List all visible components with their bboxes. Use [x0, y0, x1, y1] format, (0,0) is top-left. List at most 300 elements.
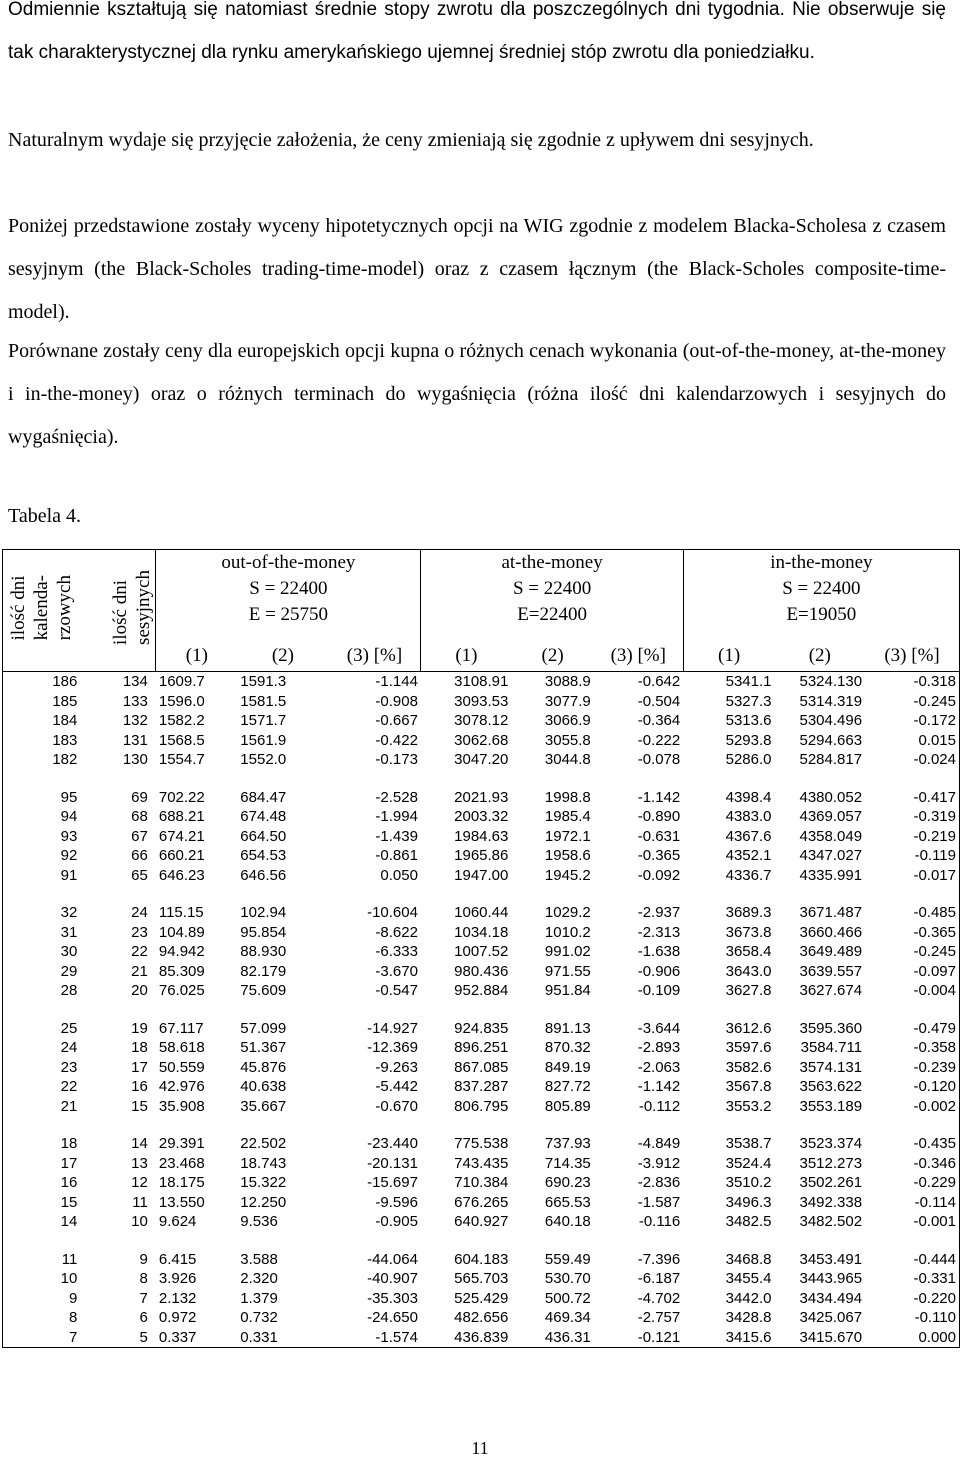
table-cell: 688.21: [158, 808, 205, 825]
table-cell: 75.609: [240, 982, 287, 999]
table-cell: -0.109: [637, 982, 681, 999]
table-cell: 3455.4: [725, 1270, 772, 1287]
table-cell: 4398.4: [725, 788, 772, 806]
group-in-the-money: [683, 550, 959, 641]
table-cell: -0.024: [865, 750, 959, 770]
table-cell: -4.702: [637, 1289, 681, 1307]
block-spacer: [3, 770, 960, 788]
table-cell: 849.19: [544, 1058, 591, 1076]
subheader-col: (3) [%]: [865, 640, 959, 671]
table-cell: 3597.6: [725, 1039, 772, 1056]
table-cell: 3415.670: [775, 1328, 866, 1348]
table-row: [3, 1308, 960, 1328]
table-cell: 22.502: [240, 1135, 287, 1152]
table-cell: 12.250: [240, 1193, 287, 1211]
table-cell: 743.435: [454, 1154, 509, 1172]
cell-trading-days: 12: [131, 1174, 148, 1191]
paragraph-weekday-returns: Odmiennie kształtują się natomiast średnie stopy zwrotu dla poszczególnych dni tygodnia. Nie obserwuje się tak charakterystycznej dla rynku amerykańskiego ujemnej średniej stóp zwrotu dla poniedziałku.: [8, 0, 946, 63]
cell-calendar-days: 94: [3, 807, 84, 827]
table-row: [3, 1212, 960, 1232]
cell-trading-days: 133: [122, 692, 148, 710]
table-cell: 35.667: [240, 1097, 287, 1115]
table-cell: 13.550: [158, 1193, 205, 1211]
table-cell: 805.89: [544, 1097, 591, 1115]
table-caption: Tabela 4.: [8, 505, 82, 527]
table-row: [3, 788, 960, 808]
header-calendar-days: [3, 550, 84, 672]
cell-trading-days: 66: [131, 847, 148, 864]
table-cell: 1561.9: [240, 731, 287, 749]
cell-calendar-days: 31: [3, 923, 84, 943]
table-cell: 4335.991: [799, 866, 863, 884]
table-cell: 1552.0: [240, 751, 287, 768]
header-trading-days: [83, 550, 156, 672]
table-cell: 9.536: [240, 1213, 278, 1230]
table-cell: -23.440: [367, 1135, 418, 1152]
cell-trading-days: 69: [131, 788, 148, 806]
table-row: [3, 1097, 960, 1117]
group-at-the-money: [421, 550, 683, 641]
table-cell: 2021.93: [454, 788, 509, 806]
block-spacer: [3, 1116, 960, 1134]
cell-trading-days: 11: [132, 1193, 148, 1211]
table-cell: -1.638: [637, 943, 681, 960]
table-cell: -0.002: [865, 1097, 959, 1117]
table-row: [3, 750, 960, 770]
table-cell: 3595.360: [799, 1019, 863, 1037]
table-cell: 29.391: [158, 1135, 205, 1152]
table-cell: -6.187: [637, 1270, 681, 1287]
table-cell: 525.429: [454, 1289, 509, 1307]
table-row: [3, 1269, 960, 1289]
table-cell: 3582.6: [725, 1058, 772, 1076]
table-cell: -4.849: [637, 1135, 681, 1152]
table-cell: 88.930: [240, 943, 287, 960]
table-cell: 3482.5: [725, 1213, 772, 1230]
table-cell: -0.245: [865, 942, 959, 962]
table-cell: -1.994: [375, 808, 418, 825]
table-cell: 3689.3: [725, 904, 772, 921]
cell-trading-days: 15: [131, 1097, 148, 1115]
table-cell: 5341.1: [683, 672, 774, 692]
table-cell: 646.23: [158, 866, 205, 884]
table-cell: -0.119: [865, 846, 959, 866]
table-cell: 3563.622: [799, 1078, 863, 1095]
cell-calendar-days: 184: [3, 711, 84, 731]
subheader-col: (2): [271, 644, 294, 666]
table-cell: -0.906: [637, 962, 681, 980]
table-cell: 3496.3: [725, 1193, 772, 1211]
subheader-col: (3) [%]: [610, 644, 666, 666]
table-cell: 1581.5: [240, 692, 287, 710]
table-cell: 3512.273: [799, 1154, 863, 1172]
table-cell: -0.479: [865, 1019, 959, 1039]
cell-calendar-days: 186: [3, 672, 84, 692]
table-cell: 5324.130: [775, 672, 866, 692]
table-cell: 2.320: [240, 1270, 278, 1287]
cell-calendar-days: 16: [3, 1173, 84, 1193]
table-row: [3, 1193, 960, 1213]
table-cell: -1.144: [329, 672, 421, 692]
table-cell: 5304.496: [799, 712, 863, 729]
table-cell: 4367.6: [725, 827, 772, 845]
table-cell: 50.559: [158, 1058, 205, 1076]
table-cell: -9.263: [375, 1058, 418, 1076]
table-cell: -5.442: [375, 1078, 418, 1095]
table-cell: 58.618: [158, 1039, 205, 1056]
paragraph-comparison: Porównane zostały ceny dla europejskich opcji kupna o różnych cenach wykonania (out-of-the-money, at-the-money i in-the-money) oraz o różnych terminach do wygaśnięcia (różna ilość dni kalendarzowych i sesyjnych do wygaśnięcia).: [8, 340, 946, 448]
table-cell: 45.876: [240, 1058, 287, 1076]
table-cell: 951.84: [544, 982, 591, 999]
table-row: [3, 1038, 960, 1058]
table-cell: 3510.2: [725, 1174, 772, 1191]
table-cell: 1609.7: [156, 672, 237, 692]
table-row: [3, 1134, 960, 1154]
table-cell: 3612.6: [725, 1019, 772, 1037]
cell-trading-days: 19: [131, 1019, 148, 1037]
table-cell: -0.905: [375, 1213, 418, 1230]
table-cell: 559.49: [544, 1250, 591, 1268]
table-cell: -0.001: [865, 1212, 959, 1232]
table-cell: 1010.2: [544, 923, 591, 941]
cell-trading-days: 8: [139, 1270, 148, 1287]
option-price-table: [2, 549, 960, 1348]
cell-calendar-days: 18: [3, 1134, 84, 1154]
table-cell: 35.908: [158, 1097, 205, 1115]
table-cell: 104.89: [158, 923, 205, 941]
table-cell: 654.53: [240, 847, 287, 864]
header-calendar-days-label: ilość dni kalenda- rzowych: [8, 574, 75, 641]
cell-trading-days: 17: [131, 1058, 148, 1076]
table-cell: 3.588: [240, 1250, 278, 1268]
table-row: [3, 672, 960, 692]
table-cell: 5314.319: [799, 692, 863, 710]
table-cell: 3538.7: [725, 1135, 772, 1152]
table-cell: 3088.9: [511, 672, 593, 692]
table-cell: 469.34: [544, 1309, 591, 1326]
cell-calendar-days: 32: [3, 903, 84, 923]
table-row: [3, 1077, 960, 1097]
table-cell: 94.942: [158, 943, 205, 960]
table-row: [3, 711, 960, 731]
table-cell: 3649.489: [799, 943, 863, 960]
table-cell: -0.120: [865, 1077, 959, 1097]
table-cell: 9.624: [158, 1213, 197, 1230]
table-cell: -0.173: [375, 751, 418, 768]
table-cell: -0.667: [375, 712, 418, 729]
table-cell: 640.18: [544, 1213, 591, 1230]
table-cell: -1.142: [637, 1078, 681, 1095]
table-cell: -2.893: [637, 1039, 681, 1056]
table-cell: 3047.20: [454, 751, 509, 768]
table-cell: 42.976: [158, 1078, 205, 1095]
table-cell: 1947.00: [454, 866, 509, 884]
table-cell: 0.972: [158, 1309, 197, 1326]
table-cell: -2.528: [375, 788, 418, 806]
table-cell: 1958.6: [544, 847, 591, 864]
table-cell: -0.110: [865, 1308, 959, 1328]
table-cell: 18.175: [158, 1174, 205, 1191]
table-cell: 3643.0: [725, 962, 772, 980]
cell-calendar-days: 24: [3, 1038, 84, 1058]
cell-trading-days: 24: [131, 904, 148, 921]
cell-calendar-days: 25: [3, 1019, 84, 1039]
table-cell: -3.644: [637, 1019, 681, 1037]
table-cell: 3428.8: [725, 1309, 772, 1326]
table-cell: -14.927: [367, 1019, 418, 1037]
table-cell: 867.085: [454, 1058, 509, 1076]
cell-calendar-days: 15: [3, 1193, 84, 1213]
table-cell: 1029.2: [544, 904, 591, 921]
group-out-e: E = 25750: [248, 604, 329, 625]
table-cell: 3078.12: [454, 712, 509, 729]
cell-trading-days: 5: [83, 1328, 156, 1348]
group-out-name: out-of-the-money: [221, 552, 356, 573]
group-at-s: S = 22400: [512, 578, 592, 599]
table-cell: 3443.965: [799, 1270, 863, 1287]
cell-calendar-days: 28: [3, 981, 84, 1001]
table-cell: 3553.2: [725, 1097, 772, 1115]
table-cell: -0.444: [865, 1250, 959, 1270]
table-cell: -0.229: [865, 1173, 959, 1193]
block-spacer: [3, 1001, 960, 1019]
table-cell: 3553.189: [799, 1097, 863, 1115]
table-cell: 0.732: [240, 1309, 278, 1326]
table-cell: 674.21: [158, 827, 205, 845]
table-cell: -0.642: [594, 672, 683, 692]
table-cell: -0.504: [637, 692, 681, 710]
table-cell: 1571.7: [240, 712, 287, 729]
cell-trading-days: 134: [83, 672, 156, 692]
table-cell: 3453.491: [799, 1250, 863, 1268]
table-cell: 482.656: [454, 1309, 509, 1326]
table-cell: 4358.049: [799, 827, 863, 845]
table-cell: 85.309: [158, 962, 205, 980]
cell-trading-days: 6: [139, 1309, 148, 1326]
page-number: 11: [471, 1438, 489, 1458]
group-at-e: E=22400: [517, 604, 588, 625]
table-cell: 3442.0: [725, 1289, 772, 1307]
table-cell: 4383.0: [725, 808, 772, 825]
table-cell: 0.331: [237, 1328, 328, 1348]
cell-trading-days: 13: [131, 1154, 148, 1172]
table-cell: 3502.261: [799, 1174, 863, 1191]
table-cell: -0.222: [637, 731, 681, 749]
table-cell: -2.937: [637, 904, 681, 921]
table-cell: -0.861: [375, 847, 418, 864]
table-cell: 3468.8: [725, 1250, 772, 1268]
table-cell: -8.622: [375, 923, 418, 941]
cell-calendar-days: 93: [3, 827, 84, 847]
table-cell: 775.538: [454, 1135, 509, 1152]
table-cell: 4369.057: [799, 808, 863, 825]
table-cell: 1998.8: [544, 788, 591, 806]
table-cell: -0.112: [638, 1097, 681, 1115]
table-cell: -0.670: [375, 1097, 418, 1115]
table-cell: 3658.4: [725, 943, 772, 960]
table-cell: 684.47: [240, 788, 287, 806]
group-at-name: at-the-money: [501, 552, 603, 573]
table-row: [3, 962, 960, 982]
table-cell: 3044.8: [544, 751, 591, 768]
subheader-col: (2): [808, 644, 831, 666]
group-in-name: in-the-money: [770, 552, 873, 573]
table-cell: -0.346: [865, 1154, 959, 1174]
table-row: [3, 903, 960, 923]
table-cell: -0.908: [375, 692, 418, 710]
table-cell: 15.322: [240, 1174, 287, 1191]
table-cell: -0.890: [637, 808, 681, 825]
table-cell: -0.331: [865, 1269, 959, 1289]
table-cell: 0.337: [156, 1328, 237, 1348]
block-spacer: [3, 885, 960, 903]
table-cell: 530.70: [544, 1270, 591, 1287]
table-cell: 3524.4: [725, 1154, 772, 1172]
table-cell: 3627.674: [799, 982, 863, 999]
table-row: [3, 1058, 960, 1078]
subheader-col: (3) [%]: [346, 644, 403, 666]
table-row: [3, 807, 960, 827]
table-cell: -0.097: [865, 962, 959, 982]
table-cell: -10.604: [367, 904, 418, 921]
cell-calendar-days: 91: [3, 866, 84, 886]
table-cell: -0.116: [638, 1213, 681, 1230]
table-cell: -0.365: [637, 847, 681, 864]
table-cell: -0.114: [865, 1193, 959, 1213]
table-cell: 4336.7: [725, 866, 772, 884]
cell-trading-days: 9: [139, 1250, 148, 1268]
table-cell: 57.099: [240, 1019, 287, 1037]
table-cell: -0.485: [865, 903, 959, 923]
table-cell: -9.596: [375, 1193, 418, 1211]
cell-trading-days: 20: [131, 982, 148, 999]
table-cell: 5293.8: [725, 731, 772, 749]
table-cell: 3523.374: [799, 1135, 863, 1152]
table-cell: 436.31: [511, 1328, 593, 1348]
table-cell: 5294.663: [799, 731, 863, 749]
spacer-cell: [3, 770, 960, 788]
table-cell: 3066.9: [544, 712, 591, 729]
header-trading-days-label: ilość dni sesyjnych: [110, 570, 155, 645]
table-cell: 1591.3: [237, 672, 328, 692]
cell-calendar-days: 22: [3, 1077, 84, 1097]
table-cell: -0.358: [865, 1038, 959, 1058]
table-cell: -1.439: [375, 827, 418, 845]
spacer-cell: [3, 1116, 960, 1134]
table-cell: 82.179: [240, 962, 287, 980]
table-cell: 806.795: [454, 1097, 509, 1115]
table-cell: 3574.131: [799, 1058, 863, 1076]
table-cell: 1568.5: [158, 731, 205, 749]
table-row: [3, 1289, 960, 1309]
cell-trading-days: 65: [131, 866, 148, 884]
group-in-e: E=19050: [786, 604, 857, 625]
table-cell: 710.384: [454, 1174, 509, 1191]
table-cell: 952.884: [454, 982, 509, 999]
table-cell: 3492.338: [799, 1193, 863, 1211]
table-cell: 0.000: [865, 1328, 959, 1348]
table-row: [3, 731, 960, 751]
group-in-s: S = 22400: [782, 578, 861, 599]
table-row: [3, 923, 960, 943]
cell-calendar-days: 30: [3, 942, 84, 962]
cell-trading-days: 22: [131, 943, 148, 960]
table-cell: -0.319: [865, 807, 959, 827]
table-row: [3, 846, 960, 866]
table-cell: 115.15: [158, 904, 204, 921]
table-cell: -0.121: [594, 1328, 683, 1348]
table-cell: 3093.53: [454, 692, 509, 710]
table-cell: 1596.0: [158, 692, 205, 710]
cell-trading-days: 130: [122, 751, 148, 768]
paragraph-trading-days-assumption: Naturalnym wydaje się przyjęcie założenia, że ceny zmieniają się zgodnie z upływem dni sesyjnych.: [8, 129, 814, 151]
table-cell: 3482.502: [799, 1213, 863, 1230]
table-cell: -0.219: [865, 827, 959, 847]
cell-calendar-days: 95: [3, 788, 84, 808]
table-cell: -0.417: [865, 788, 959, 808]
table-cell: -40.907: [367, 1270, 418, 1287]
cell-calendar-days: 23: [3, 1058, 84, 1078]
table-cell: 0.050: [380, 866, 418, 884]
table-row: [3, 1250, 960, 1270]
table-cell: 924.835: [454, 1019, 509, 1037]
table-cell: 1985.4: [544, 808, 591, 825]
table-cell: -1.142: [637, 788, 681, 806]
table-cell: 3.926: [158, 1270, 197, 1287]
table-cell: 436.839: [421, 1328, 511, 1348]
table-cell: 4352.1: [725, 847, 772, 864]
table-cell: 3567.8: [725, 1078, 772, 1095]
table-cell: 702.22: [158, 788, 205, 806]
table-cell: 0.015: [865, 731, 959, 751]
table-row: [3, 1173, 960, 1193]
cell-calendar-days: 7: [3, 1328, 84, 1348]
table-row: [3, 692, 960, 712]
table-cell: 1984.63: [454, 827, 509, 845]
table-cell: -0.318: [865, 672, 959, 692]
table-cell: 2003.32: [454, 808, 509, 825]
table-cell: -6.333: [375, 943, 418, 960]
table-cell: -7.396: [637, 1250, 681, 1268]
cell-calendar-days: 182: [3, 750, 84, 770]
table-cell: 3077.9: [544, 692, 591, 710]
table-cell: 665.53: [544, 1193, 591, 1211]
table-cell: -2.836: [637, 1174, 681, 1191]
table-cell: -2.313: [637, 923, 681, 941]
table-cell: 5313.6: [725, 712, 772, 729]
spacer-cell: [3, 1232, 960, 1250]
cell-trading-days: 68: [131, 808, 148, 825]
table-cell: 971.55: [544, 962, 591, 980]
table-cell: 6.415: [158, 1250, 197, 1268]
table-cell: 5284.817: [799, 751, 863, 768]
table-cell: -0.239: [865, 1058, 959, 1078]
table-cell: 1972.1: [544, 827, 591, 845]
cell-calendar-days: 185: [3, 692, 84, 712]
table-cell: -0.004: [865, 981, 959, 1001]
table-row: [3, 1019, 960, 1039]
table-row: [3, 942, 960, 962]
cell-calendar-days: 14: [3, 1212, 84, 1232]
table-cell: 676.265: [454, 1193, 509, 1211]
cell-calendar-days: 29: [3, 962, 84, 982]
table-cell: -0.078: [637, 751, 681, 768]
table-cell: 67.117: [158, 1019, 204, 1037]
table-row: [3, 827, 960, 847]
table-cell: 3660.466: [799, 923, 863, 941]
table-cell: 3415.6: [683, 1328, 774, 1348]
cell-trading-days: 14: [131, 1135, 148, 1152]
